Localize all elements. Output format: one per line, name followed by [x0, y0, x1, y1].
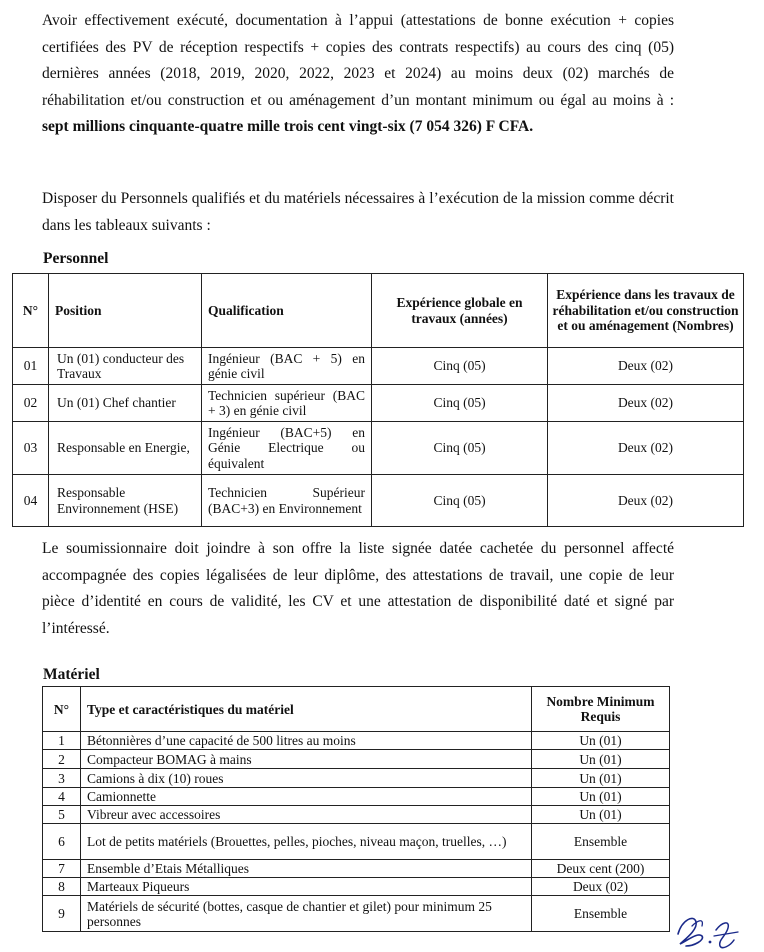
row-num: 1	[43, 732, 81, 750]
table-row	[43, 769, 670, 788]
row-minimum: Ensemble	[532, 824, 670, 860]
row-num: 03	[13, 422, 49, 475]
row-type: Ensemble d’Etais Métalliques	[81, 860, 532, 878]
table-row	[43, 824, 670, 860]
materiel-header-row	[43, 687, 670, 732]
personnel-table	[12, 273, 744, 527]
table-row	[43, 732, 670, 750]
header-num: N°	[13, 274, 49, 348]
row-num: 7	[43, 860, 81, 878]
row-specific-experience: Deux (02)	[548, 348, 744, 385]
table-row	[13, 475, 744, 527]
row-qualification: Ingénieur (BAC + 5) en génie civil	[202, 348, 372, 385]
materiel-heading: Matériel	[43, 666, 100, 683]
row-num: 02	[13, 385, 49, 422]
row-type: Camionnette	[81, 788, 532, 806]
intro-paragraph	[42, 8, 674, 141]
row-global-experience: Cinq (05)	[372, 422, 548, 475]
row-type: Camions à dix (10) roues	[81, 769, 532, 788]
minimum-amount: sept millions cinquante-quatre mille trois cent vingt-six (7 054 326) F CFA.	[42, 118, 534, 135]
row-num: 2	[43, 750, 81, 769]
row-global-experience: Cinq (05)	[372, 385, 548, 422]
row-type: Lot de petits matériels (Brouettes, pelles, pioches, niveau maçon, truelles, …)	[81, 824, 532, 860]
row-qualification: Technicien Supérieur (BAC+3) en Environnement	[202, 475, 372, 527]
row-global-experience: Cinq (05)	[372, 475, 548, 527]
table-row	[43, 896, 670, 932]
requirement-paragraph: Disposer du Personnels qualifiés et du matériels nécessaires à l’exécution de la mission comme décrit dans les tableaux suivants :	[42, 190, 674, 234]
row-minimum: Ensemble	[532, 896, 670, 932]
row-minimum: Un (01)	[532, 732, 670, 750]
header-global-experience: Expérience globale en travaux (années)	[372, 274, 548, 348]
row-minimum: Un (01)	[532, 806, 670, 824]
row-type: Marteaux Piqueurs	[81, 878, 532, 896]
table-row	[13, 348, 744, 385]
row-position: Un (01) conducteur des Travaux	[49, 348, 202, 385]
row-minimum: Un (01)	[532, 769, 670, 788]
row-num: 4	[43, 788, 81, 806]
table-row	[43, 806, 670, 824]
row-num: 8	[43, 878, 81, 896]
row-minimum: Deux cent (200)	[532, 860, 670, 878]
row-num: 3	[43, 769, 81, 788]
row-num: 01	[13, 348, 49, 385]
intro-text: Avoir effectivement exécuté, documentation à l’appui (attestations de bonne exécution + copies certifiées des PV de réception respectifs + copies des contrats respectifs) au cours des cinq (05) dernières années (2018, 2019, 2020, 2022, 2023 et 2024) au moins deux (02) marchés de réhabilitation et/ou construction et ou aménagement d’un montant minimum ou égal au moins à :	[42, 12, 674, 109]
header-minimum: Nombre Minimum Requis	[532, 687, 670, 732]
header-specific-experience: Expérience dans les travaux de réhabilitation et/ou construction et ou aménagement (Nombres)	[548, 274, 744, 348]
header-num: N°	[43, 687, 81, 732]
header-position: Position	[49, 274, 202, 348]
row-minimum: Un (01)	[532, 788, 670, 806]
row-num: 9	[43, 896, 81, 932]
row-num: 6	[43, 824, 81, 860]
table-row	[13, 385, 744, 422]
row-type: Bétonnières d’une capacité de 500 litres au moins	[81, 732, 532, 750]
row-specific-experience: Deux (02)	[548, 475, 744, 527]
row-position: Un (01) Chef chantier	[49, 385, 202, 422]
row-type: Compacteur BOMAG à mains	[81, 750, 532, 769]
header-type: Type et caractéristiques du matériel	[81, 687, 532, 732]
row-type: Matériels de sécurité (bottes, casque de chantier et gilet) pour minimum 25 personnes	[81, 896, 532, 932]
row-type: Vibreur avec accessoires	[81, 806, 532, 824]
table-row	[43, 750, 670, 769]
header-qualification: Qualification	[202, 274, 372, 348]
table-row	[13, 422, 744, 475]
row-specific-experience: Deux (02)	[548, 385, 744, 422]
row-position: Responsable en Energie,	[49, 422, 202, 475]
row-position: Responsable Environnement (HSE)	[49, 475, 202, 527]
personnel-header-row	[13, 274, 744, 348]
row-minimum: Un (01)	[532, 750, 670, 769]
table-row	[43, 788, 670, 806]
row-specific-experience: Deux (02)	[548, 422, 744, 475]
row-num: 5	[43, 806, 81, 824]
row-qualification: Ingénieur (BAC+5) en Génie Electrique ou équivalent	[202, 422, 372, 475]
personnel-heading: Personnel	[43, 250, 109, 267]
personnel-paragraph: Le soumissionnaire doit joindre à son offre la liste signée datée cachetée du personnel affecté accompagnée des copies légalisées de leur diplôme, des attestations de travail, une copie de leur pièce d’identité en cours de validité, les CV et une attestation de disponibilité daté et signé par l’intéressé.	[42, 540, 674, 637]
materiel-table	[42, 686, 670, 932]
row-num: 04	[13, 475, 49, 527]
row-global-experience: Cinq (05)	[372, 348, 548, 385]
row-qualification: Technicien supérieur (BAC + 3) en génie civil	[202, 385, 372, 422]
handwritten-initials-icon	[672, 906, 752, 952]
table-row	[43, 878, 670, 896]
table-row	[43, 860, 670, 878]
row-minimum: Deux (02)	[532, 878, 670, 896]
